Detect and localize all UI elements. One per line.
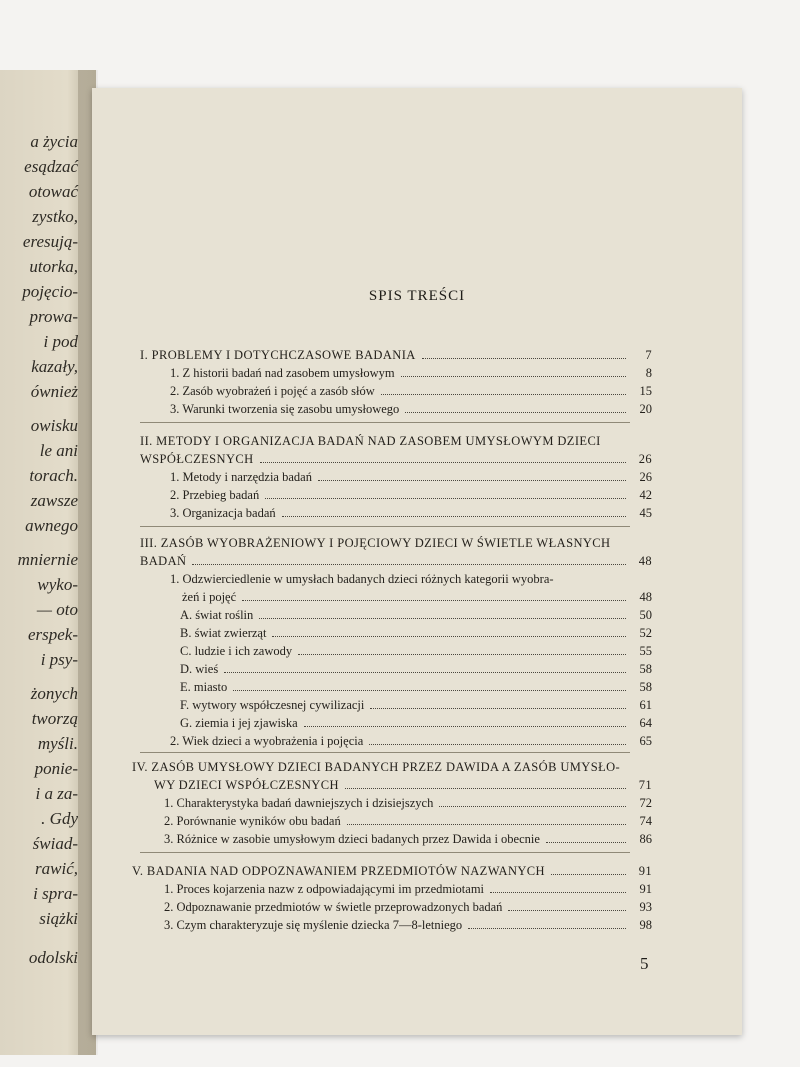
dot-leader [370,708,626,709]
left-page-text: żonych [30,684,78,703]
left-page-text: owisku [30,416,78,435]
toc-item-entry [170,488,652,503]
toc-subitem-title: B. świat zwierząt [180,626,267,640]
toc-item-entry [170,402,652,417]
toc-page-number: 91 [638,864,652,878]
dot-leader [405,412,626,413]
left-page-text: tworzą [31,709,78,728]
left-page-text: utorka, [29,257,78,276]
dot-leader [304,726,626,727]
toc-page-number: 26 [639,470,652,484]
toc-page-number: 45 [639,506,652,520]
toc-page-number: 20 [639,402,652,416]
toc-page-number: 86 [639,832,652,846]
toc-page-number: 74 [639,814,652,828]
toc-item-title: 2. Odpoznawanie przedmiotów w świetle przeprowadzonych badań [164,900,503,914]
toc-item-entry [170,470,652,485]
dot-leader [508,910,626,911]
left-page-text: prowa- [29,307,78,326]
dot-leader [272,636,626,637]
left-page-text: ponie- [34,759,78,778]
toc-subitem-title: F. wytwory współczesnej cywilizacji [180,698,365,712]
page-number: 5 [640,954,649,973]
section-divider [140,422,630,423]
dot-leader [439,806,626,807]
toc-subitem-title: C. ludzie i ich zawody [180,644,293,658]
dot-leader [260,462,626,463]
toc-subitem-entry [180,716,652,731]
left-page-text: myśli. [37,734,78,753]
toc-part-title: IV. ZASÓB UMYSŁOWY DZIECI BADANYCH PRZEZ DAWIDA A ZASÓB UMYSŁO- [132,760,621,774]
toc-title: SPIS TREŚCI [368,288,466,304]
toc-subitem-entry [180,626,652,641]
toc-item-title: 1. Metody i narzędzia badań [170,470,312,484]
toc-item-title: 3. Warunki tworzenia się zasobu umysłowego [170,402,400,416]
toc-item-entry [164,882,652,897]
toc-page-number: 98 [639,918,652,932]
toc-part-title-continued: WY DZIECI WSPÓŁCZESNYCH [154,778,339,792]
dot-leader [298,654,626,655]
toc-subitem-title: E. miasto [180,680,228,694]
left-page-text: . Gdy [41,809,78,828]
dot-leader [345,788,626,789]
toc-item-title: 3. Organizacja badań [170,506,276,520]
toc-item-title: 1. Charakterystyka badań dawniejszych i dzisiejszych [164,796,434,810]
toc-item-title-continued: żeń i pojęć [182,590,237,604]
toc-item-title: 3. Różnice w zasobie umysłowym dzieci badanych przez Dawida i obecnie [164,832,540,846]
left-page-text: otować [28,182,78,201]
toc-subitem-entry [180,698,652,713]
right-page [92,88,742,1035]
toc-item-title: 1. Odzwierciedlenie w umysłach badanych dzieci różnych kategorii wyobra- [170,572,554,586]
toc-item-entry [170,384,652,399]
toc-item-title: 1. Proces kojarzenia nazw z odpowiadającymi im przedmiotami [164,882,485,896]
left-page-text: mniernie [17,550,78,569]
toc-page-number: 58 [639,680,652,694]
left-page-text: kazały, [31,357,78,376]
toc-part-entry [140,348,652,363]
toc-page-number: 64 [639,716,652,730]
toc-part-entry [140,452,652,467]
dot-leader [369,744,626,745]
left-page-text: i spra- [33,884,78,903]
dot-leader [381,394,626,395]
toc-page-number: 8 [645,366,652,380]
dot-leader [242,600,626,601]
toc-page-number: 61 [639,698,652,712]
toc-part-entry [132,864,652,879]
left-page-text: siążki [39,909,78,928]
toc-item-entry [170,734,652,749]
left-page-text: i psy- [40,650,78,669]
toc-item-entry [164,918,652,933]
toc-part-title: III. ZASÓB WYOBRAŻENIOWY I POJĘCIOWY DZIECI W ŚWIETLE WŁASNYCH [140,536,611,550]
left-page-text: esądzać [24,157,78,176]
toc-item-title: 2. Przebieg badań [170,488,260,502]
dot-leader [259,618,626,619]
left-page-text: eresują- [22,232,78,251]
left-page-text: awnego [25,516,78,535]
toc-page-number: 7 [645,348,652,362]
toc-page-number: 55 [639,644,652,658]
toc-subitem-title: D. wieś [180,662,219,676]
toc-item-title: 2. Zasób wyobrażeń i pojęć a zasób słów [170,384,375,398]
dot-leader [401,376,626,377]
toc-item-entry [170,366,652,381]
toc-item-entry [182,590,652,605]
toc-subitem-entry [180,644,652,659]
toc-page-number: 91 [639,882,652,896]
left-page-text: torach. [29,466,78,485]
dot-leader [233,690,626,691]
left-page-text: świad- [32,834,78,853]
toc-page-number: 48 [639,590,652,604]
left-page-text: le ani [39,441,78,460]
toc-page-number: 71 [638,778,652,792]
left-page-text: a życia [30,132,78,151]
toc-item-title: 3. Czym charakteryzuje się myślenie dziecka 7—8-letniego [164,918,463,932]
toc-part-title: V. BADANIA NAD ODPOZNAWANIEM PRZEDMIOTÓW NAZWANYCH [132,864,545,878]
toc-item-entry [170,506,652,521]
toc-item-entry [164,814,652,829]
left-page-text: rawić, [35,859,78,878]
left-page-text: wyko- [37,575,78,594]
dot-leader [468,928,626,929]
section-divider [140,852,630,853]
toc-item-title: 2. Wiek dzieci a wyobrażenia i pojęcia [170,734,364,748]
toc-part-title-continued: WSPÓŁCZESNYCH [140,452,254,466]
toc-page-number: 65 [639,734,652,748]
toc-page-number: 50 [639,608,652,622]
toc-part-title-continued: BADAŃ [140,554,187,568]
left-page-text: zawsze [30,491,78,510]
toc-page-number: 93 [639,900,652,914]
toc-page-number: 52 [639,626,652,640]
dot-leader [318,480,626,481]
toc-part-entry [154,778,652,793]
toc-part-title: II. METODY I ORGANIZACJA BADAŃ NAD ZASOBEM UMYSŁOWYM DZIECI [140,434,601,448]
dot-leader [282,516,626,517]
left-page-text: — oto [36,600,78,619]
section-divider [140,526,630,527]
left-page-text: ównież [30,382,78,401]
dot-leader [551,874,626,875]
toc-item-title: 2. Porównanie wyników obu badań [164,814,341,828]
left-page-text: zystko, [32,207,78,226]
toc-subitem-title: G. ziemia i jej zjawiska [180,716,298,730]
toc-subitem-entry [180,662,652,677]
dot-leader [546,842,626,843]
toc-page-number: 48 [638,554,652,568]
dot-leader [490,892,626,893]
toc-subitem-title: A. świat roślin [180,608,254,622]
toc-page-number: 72 [639,796,652,810]
toc-subitem-entry [180,608,652,623]
dot-leader [224,672,626,673]
left-page-text: pojęcio- [22,282,78,301]
left-page-text: erspek- [27,625,78,644]
dot-leader [192,564,626,565]
toc-page-number: 15 [639,384,652,398]
left-page-text: odolski [28,948,78,967]
toc-page-number: 26 [638,452,652,466]
section-divider [140,752,630,753]
toc-subitem-entry [180,680,652,695]
toc-page-number: 58 [639,662,652,676]
toc-part-entry [140,554,652,569]
left-page-text: i pod [43,332,78,351]
toc-item-entry [164,900,652,915]
left-page-text: i a za- [35,784,78,803]
dot-leader [422,358,626,359]
toc-item-entry [164,832,652,847]
toc-part-title: I. PROBLEMY I DOTYCHCZASOWE BADANIA [140,348,416,362]
toc-item-entry [164,796,652,811]
dot-leader [265,498,626,499]
toc-item-title: 1. Z historii badań nad zasobem umysłowym [170,366,395,380]
toc-page-number: 42 [639,488,652,502]
dot-leader [347,824,626,825]
